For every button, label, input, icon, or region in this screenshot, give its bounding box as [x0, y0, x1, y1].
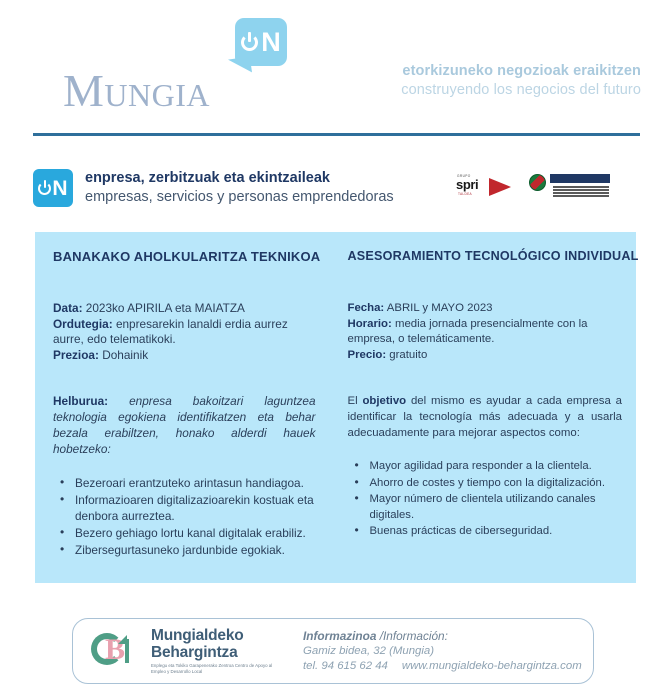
list-item: • Mayor número de clientela utilizando canales digitales. [370, 492, 623, 523]
benefits-list-basque [53, 475, 316, 558]
purpose-text-spanish: del mismo es ayudar a cada empresa a identificar la tecnología más adecuada y a usarla adecuadamente para mejorar aspectos como: [347, 395, 622, 440]
contact-phone-web [303, 659, 593, 675]
footer-contact-box [72, 618, 594, 684]
meta-date-label: Fecha: [347, 302, 385, 314]
sponsor-logos [455, 172, 613, 204]
meta-date [348, 301, 623, 317]
column-spanish [336, 232, 637, 583]
meta-schedule-label: Horario: [347, 317, 392, 330]
contact-info [303, 628, 593, 675]
meta-price-value: Dohainik [102, 347, 149, 362]
mungia-logo [63, 18, 303, 118]
behargintza-name-block [151, 627, 281, 674]
power-icon [241, 34, 258, 51]
spri-sub-label: TALDEA [458, 192, 472, 196]
meta-date-value: 2023ko APIRILA eta MAIATZA [85, 301, 245, 315]
purpose-label-basque: Helburua: [53, 394, 109, 409]
on-logo-icon [33, 169, 73, 207]
logo-arrow-icon [125, 639, 129, 663]
behargintza-logo-icon [89, 625, 145, 677]
section-title-group [85, 169, 394, 207]
eusko-jaurlaritza-logo [529, 172, 613, 204]
contact-info-title [303, 628, 593, 644]
list-item: • Zibersegurtasuneko jardunbide egokiak. [75, 542, 316, 558]
content-panel [35, 232, 639, 583]
meta-price-value: gratuito [389, 348, 428, 361]
meta-schedule-value: enpresarekin lanaldi erdia aurrez aurre, edo telematikoki. [53, 316, 288, 347]
section-title-spanish: empresas, servicios y personas emprendedoras [85, 189, 394, 205]
page-header [0, 0, 669, 128]
org-name-line1: Mungialdeko [151, 627, 244, 645]
purpose-text-basque: enpresa bakoitzari laguntzea teknologia egokiena identifikatzen eta behar bezala erabiltzen, honako alderdi hauek hobetzeko: [53, 394, 316, 457]
list-item: • Ahorro de costes y tiempo con la digitalización. [370, 476, 623, 492]
meta-schedule-value: media jornada presencialmente con la empresa, o telemáticamente. [347, 317, 588, 346]
list-item: • Bezero gehiago lortu kanal digitalak erabiliz. [75, 525, 316, 541]
mungia-wordmark [63, 65, 210, 116]
meta-price-label: Precio: [347, 348, 387, 361]
purpose-label-spanish: objetivo [362, 395, 407, 408]
column-title-spanish: ASESORAMIENTO TECNOLÓGICO INDIVIDUAL [347, 249, 639, 263]
meta-schedule [348, 317, 623, 348]
meta-date-value: ABRIL y MAYO 2023 [386, 302, 493, 314]
meta-price-label: Prezioa: [53, 347, 99, 362]
contact-website[interactable]: www.mungialdeko-behargintza.com [401, 660, 582, 672]
bubble-letter-n: N [261, 26, 281, 57]
list-item: • Informazioaren digitalizazioarekin kostuak eta denbora aurreztea. [75, 492, 316, 524]
meta-price [53, 348, 316, 364]
benefits-list-spanish [348, 459, 623, 540]
org-subtitle: Enplegu eta Tokiko Garapenerako Zentroa Centro de Apoyo al Empleo y Desarrollo Local [151, 663, 273, 674]
speech-bubble-icon [235, 18, 287, 66]
power-icon [38, 182, 51, 195]
purpose-spanish [348, 393, 623, 441]
header-tagline [401, 62, 641, 100]
list-item: • Buenas prácticas de ciberseguridad. [370, 524, 623, 540]
meta-schedule-label: Ordutegia: [53, 316, 113, 331]
meta-date-label: Data: [53, 301, 83, 315]
section-title-basque: enpresa, zerbitzuak eta ekintzaileak [85, 170, 330, 186]
list-item: • Mayor agilidad para responder a la clientela. [370, 459, 623, 475]
contact-info-title-spanish: /Información: [379, 628, 448, 643]
contact-address: Gamiz bidea, 32 (Mungia) [303, 644, 435, 657]
column-title-basque: BANAKAKO AHOLKULARITZA TEKNIKOA [53, 249, 321, 264]
spri-arrow-icon [489, 178, 511, 196]
spri-grupo-label: GRUPO [457, 174, 471, 178]
logo-letter-b: B [105, 633, 126, 666]
mungia-wordmark-text: Mungia [63, 65, 210, 116]
basque-government-shield-icon [529, 174, 546, 191]
contact-info-title-basque: Informazinoa [303, 628, 377, 643]
basque-government-subtext [553, 186, 609, 198]
header-divider [33, 133, 640, 136]
tagline-spanish: construyendo los negocios del futuro [401, 82, 641, 98]
spri-wordmark: spri [456, 177, 479, 192]
tagline-basque: etorkizuneko negozioak eraikitzen [402, 63, 641, 79]
meta-schedule [53, 317, 316, 348]
badge-letter-n: N [52, 176, 68, 200]
list-item: • Bezeroari erantzuteko arintasun handiagoa. [75, 475, 316, 491]
basque-government-name-bar [550, 174, 610, 183]
spri-logo [455, 172, 517, 204]
contact-phone: tel. 94 615 62 44 [303, 660, 388, 672]
column-basque [35, 232, 336, 583]
purpose-basque [53, 393, 316, 457]
meta-date [53, 301, 316, 317]
purpose-prefix-spanish: El [347, 395, 363, 408]
meta-price [348, 348, 623, 364]
org-name-line2: Behargintza [151, 644, 238, 662]
